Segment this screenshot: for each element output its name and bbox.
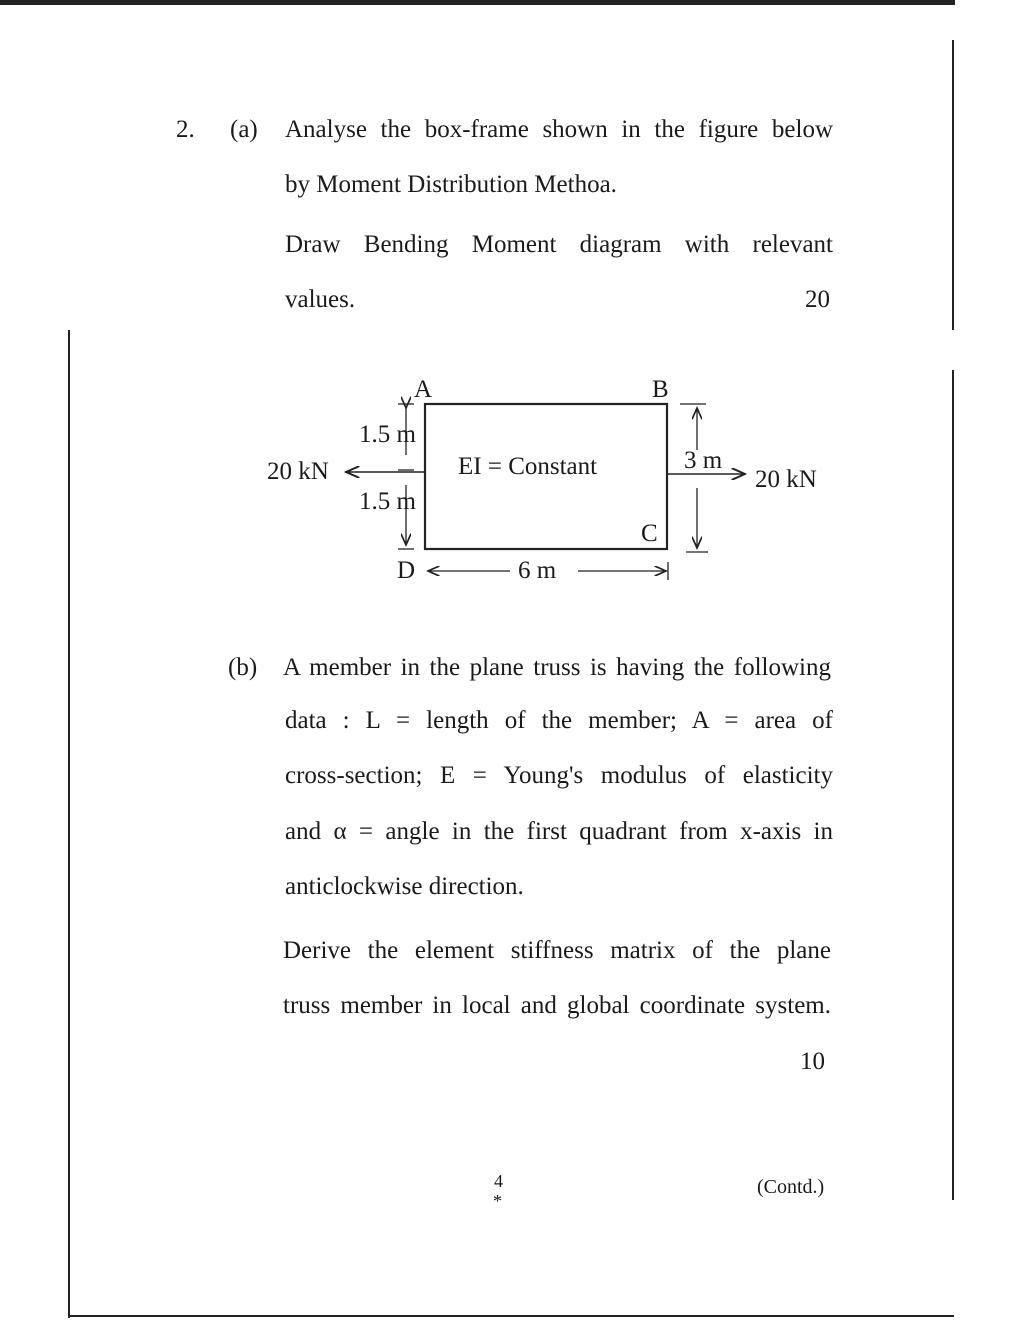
part-b-line: data : L = length of the member; A = area of xyxy=(285,707,833,734)
load-left-label: 20 kN xyxy=(267,458,329,485)
node-d-label: D xyxy=(397,557,416,584)
page-number: 4 xyxy=(494,1171,503,1191)
page-star: * xyxy=(493,1191,502,1211)
part-b-line: and α = angle in the first quadrant from x-axis in xyxy=(285,818,833,845)
part-b-line: Derive the element stiffness matrix of the plane xyxy=(283,937,831,964)
part-b-line: truss member in local and global coordinate system. xyxy=(283,992,831,1019)
part-a-marks: 20 xyxy=(805,286,830,313)
ei-note: EI = Constant xyxy=(458,453,598,480)
part-b-marks: 10 xyxy=(800,1048,825,1075)
part-b-line: anticlockwise direction. xyxy=(285,873,524,900)
dim-upper-label: 1.5 m xyxy=(359,421,416,448)
dim-width-label: 6 m xyxy=(518,557,557,584)
continued-label: (Contd.) xyxy=(757,1176,825,1198)
dim-lower-label: 1.5 m xyxy=(359,488,416,515)
part-a-line: Draw Bending Moment diagram with relevant xyxy=(285,231,833,258)
part-b-line: cross-section; E = Young's modulus of elasticity xyxy=(285,762,833,789)
node-c-label: C xyxy=(641,520,658,547)
dim-height-label: 3 m xyxy=(684,447,723,474)
part-b-label: (b) xyxy=(228,654,258,681)
question-number: 2. xyxy=(176,116,195,143)
part-a-line: values. xyxy=(285,286,356,313)
part-a-label: (a) xyxy=(230,116,258,143)
part-b-line: A member in the plane truss is having the following xyxy=(283,654,831,681)
node-b-label: B xyxy=(652,376,669,403)
node-a-label: A xyxy=(414,376,433,403)
load-right-label: 20 kN xyxy=(755,466,817,493)
part-a-line: Analyse the box-frame shown in the figure below xyxy=(285,116,833,143)
part-a-line: by Moment Distribution Methoa. xyxy=(285,171,617,198)
